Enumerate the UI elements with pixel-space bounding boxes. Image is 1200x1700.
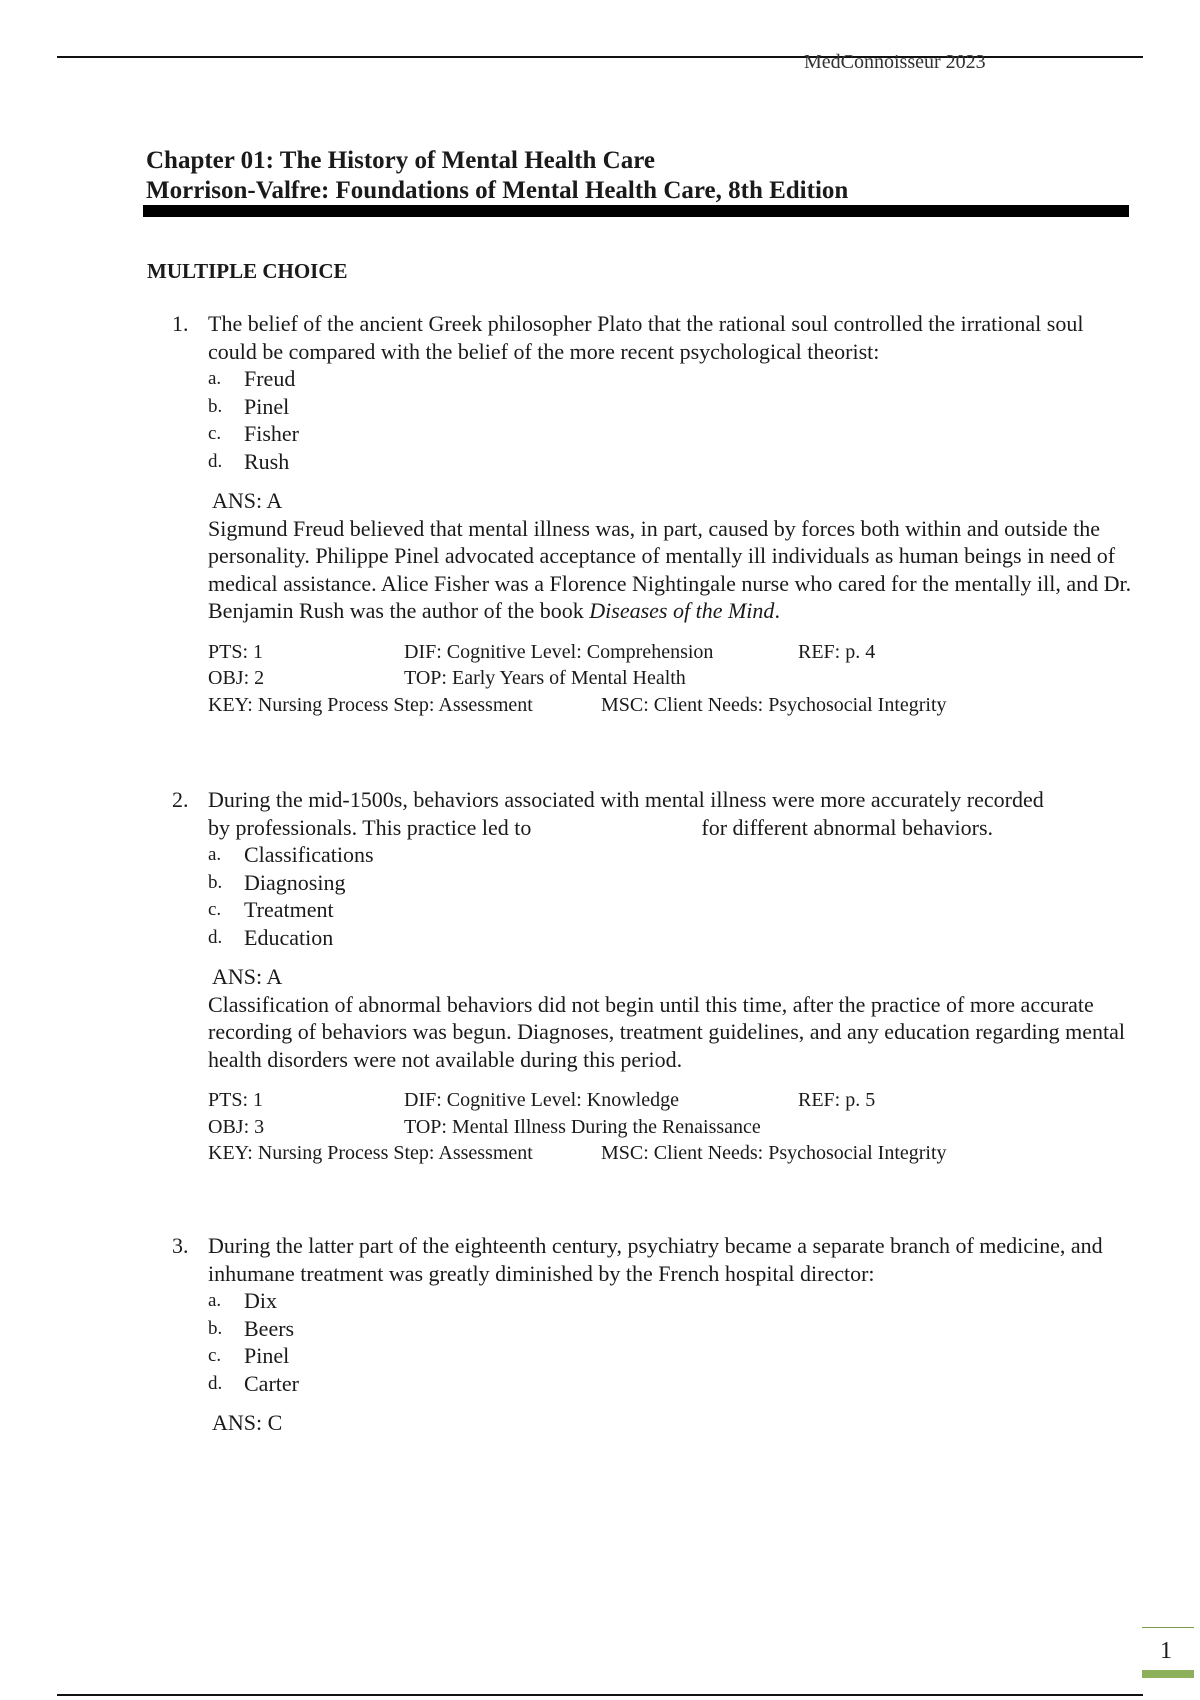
option-b: b. Beers — [208, 1315, 295, 1341]
difficulty: DIF: Cognitive Level: Comprehension — [404, 640, 714, 663]
option-b: b. Diagnosing — [208, 869, 346, 895]
chapter-heading — [146, 146, 848, 206]
question-stem: During the latter part of the eighteenth century, psychiatry became a separate branch of medicine, and inhumane treatment was greatly diminished by the French hospital director: — [208, 1233, 1103, 1286]
points: PTS: 1 — [208, 1089, 264, 1111]
question-number: 2. — [172, 787, 189, 812]
option-d: d. Rush — [208, 448, 290, 474]
topic: TOP: Mental Illness During the Renaissance — [404, 1115, 761, 1138]
difficulty: DIF: Cognitive Level: Knowledge — [404, 1089, 679, 1111]
topic: TOP: Early Years of Mental Health — [404, 667, 686, 689]
option-d: d. Education — [208, 924, 334, 950]
option-a: a. Dix — [208, 1288, 277, 1313]
option-c: c. Treatment — [208, 897, 334, 922]
points: PTS: 1 — [208, 640, 264, 663]
page-number-top-rule — [1142, 1627, 1194, 1628]
option-c: c. Pinel — [208, 1343, 290, 1368]
option-a: a. Classifications — [208, 842, 374, 867]
reference: REF: p. 4 — [798, 640, 876, 663]
question-metadata — [208, 1087, 1068, 1167]
question-number: 1. — [172, 311, 189, 336]
section-heading: MULTIPLE CHOICE — [147, 259, 348, 283]
objective: OBJ: 3 — [208, 1115, 265, 1138]
option-a: a. Freud — [208, 366, 296, 391]
question-stem: During the mid-1500s, behaviors associated with mental illness were more accurately recorded by professionals. This practice led to for different abnormal behaviors. — [208, 787, 1044, 840]
question-3 — [172, 1232, 1132, 1437]
page-number-accent-bar — [1142, 1670, 1194, 1678]
option-c: c. Fisher — [208, 421, 299, 446]
reference: REF: p. 5 — [798, 1089, 876, 1111]
page-number: 1 — [1160, 1638, 1172, 1664]
footer-rule — [57, 1694, 1143, 1696]
question-stem: The belief of the ancient Greek philosopher Plato that the rational soul controlled the irrational soul could be compared with the belief of the more recent psychological theorist: — [208, 311, 1084, 364]
header-watermark-text: MedConnoisseur 2023 — [804, 51, 986, 73]
option-b: b. Pinel — [208, 393, 290, 419]
chapter-title: Chapter 01: The History of Mental Health Care — [146, 147, 655, 174]
option-d: d. Carter — [208, 1370, 299, 1396]
rationale: Sigmund Freud believed that mental illness was, in part, caused by forces both within and outside the personality. Philippe Pinel advocated acceptance of mentally ill individuals as human beings in need of medical assistance. Alice Fisher was a Florence Nightingale nurse who cared for the mentally ill, and Dr. Benjamin Rush was the author of the book Diseases of the Mind. — [208, 515, 1132, 623]
book-title: Morrison-Valfre: Foundations of Mental Health Care, 8th Edition — [146, 177, 849, 204]
objective: OBJ: 2 — [208, 667, 265, 689]
msc: MSC: Client Needs: Psychosocial Integrity — [601, 1142, 947, 1164]
key: KEY: Nursing Process Step: Assessment — [208, 693, 533, 716]
question-metadata — [208, 639, 1132, 719]
msc: MSC: Client Needs: Psychosocial Integrity — [601, 693, 947, 716]
answer-key: ANS: A — [212, 964, 283, 989]
title-underline-bar — [143, 205, 1129, 217]
question-2 — [172, 786, 1132, 1167]
question-1 — [172, 310, 1132, 718]
rationale: Classification of abnormal behaviors did not begin until this time, after the practice of more accurate recording of behaviors was begun. Diagnoses, treatment guidelines, and any education regarding mental health disorders were not available during this period. — [208, 991, 1125, 1072]
question-number: 3. — [172, 1233, 189, 1258]
answer-key: ANS: C — [212, 1410, 283, 1435]
book-title-italic: Diseases of the Mind — [589, 598, 775, 623]
key: KEY: Nursing Process Step: Assessment — [208, 1142, 533, 1164]
answer-key: ANS: A — [212, 488, 283, 513]
